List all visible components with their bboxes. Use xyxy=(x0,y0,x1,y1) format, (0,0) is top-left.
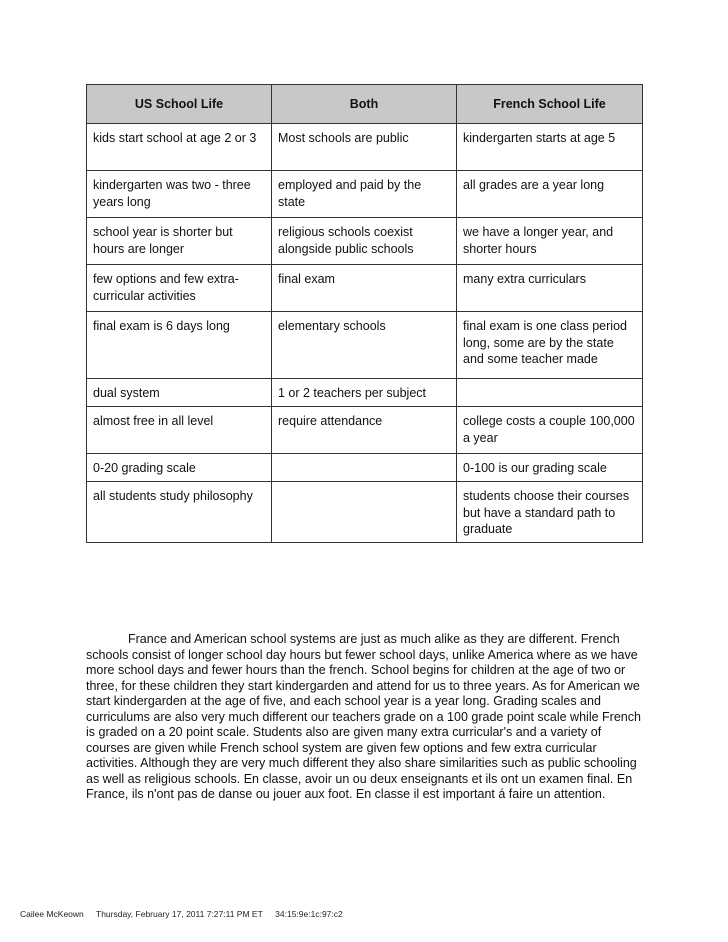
table-row xyxy=(87,454,643,482)
table-cell-both xyxy=(272,482,457,543)
footer-id: 34:15:9e:1c:97:c2 xyxy=(275,909,343,919)
table-cell-french: many extra curriculars xyxy=(457,265,643,312)
table-cell-french xyxy=(457,379,643,407)
table-row xyxy=(87,482,643,543)
table-cell-french: kindergarten starts at age 5 xyxy=(457,124,643,171)
table-cell-french: final exam is one class period long, some are by the state and some teacher made xyxy=(457,312,643,379)
table-cell-us: final exam is 6 days long xyxy=(87,312,272,379)
footer-author: Cailee McKeown xyxy=(20,909,84,919)
table-cell-us: kids start school at age 2 or 3 xyxy=(87,124,272,171)
header-both: Both xyxy=(272,85,457,124)
table-cell-both: final exam xyxy=(272,265,457,312)
table-cell-french: students choose their courses but have a standard path to graduate xyxy=(457,482,643,543)
table-cell-french: 0-100 is our grading scale xyxy=(457,454,643,482)
table-cell-us: dual system xyxy=(87,379,272,407)
essay-text: France and American school systems are just as much alike as they are different. French schools consist of longer school day hours but fewer school days, unlike America where as we have more school days and fewer hours than the french. School begins for children at the age of two or three, for these children they start kindergarden and attend for us to three years. As for American we start kindergarden at the age of five, and each school year is a year long. Grading scales and curriculums are also very much different our teachers grade on a 100 grade point scale while French is graded on a 20 point scale. Students also are given many extra curricular's and a variety of courses are given while French school system are given few options and few extra curricular activities. Although they are very much different they also share similarities such as public schooling as well as religious schools. En classe, avoir un ou deux enseignants et ils ont un examen final. En France, ils n'ont pas de danse ou jouer aux foot. En classe il est important á faire un attention. xyxy=(86,632,641,801)
footer-timestamp: Thursday, February 17, 2011 7:27:11 PM ET xyxy=(96,909,263,919)
table-row xyxy=(87,265,643,312)
table-cell-us: school year is shorter but hours are longer xyxy=(87,218,272,265)
table-row xyxy=(87,407,643,454)
table-row xyxy=(87,124,643,171)
table-row xyxy=(87,312,643,379)
table-cell-both: elementary schools xyxy=(272,312,457,379)
table-cell-both: religious schools coexist alongside public schools xyxy=(272,218,457,265)
essay-paragraph xyxy=(86,632,646,803)
comparison-table xyxy=(86,84,643,543)
table-cell-both: Most schools are public xyxy=(272,124,457,171)
table-row xyxy=(87,171,643,218)
header-us-school-life: US School Life xyxy=(87,85,272,124)
table-cell-us: few options and few extra-curricular activities xyxy=(87,265,272,312)
table-header-row xyxy=(87,85,643,124)
table-cell-french: we have a longer year, and shorter hours xyxy=(457,218,643,265)
table-cell-both: require attendance xyxy=(272,407,457,454)
table-cell-french: college costs a couple 100,000 a year xyxy=(457,407,643,454)
header-french-school-life: French School Life xyxy=(457,85,643,124)
table-cell-french: all grades are a year long xyxy=(457,171,643,218)
page-footer xyxy=(20,909,353,919)
table-row xyxy=(87,379,643,407)
table-cell-us: all students study philosophy xyxy=(87,482,272,543)
table-cell-us: almost free in all level xyxy=(87,407,272,454)
table-cell-both: 1 or 2 teachers per subject xyxy=(272,379,457,407)
table-row xyxy=(87,218,643,265)
table-cell-us: 0-20 grading scale xyxy=(87,454,272,482)
table-cell-both xyxy=(272,454,457,482)
table-cell-both: employed and paid by the state xyxy=(272,171,457,218)
table-cell-us: kindergarten was two - three years long xyxy=(87,171,272,218)
